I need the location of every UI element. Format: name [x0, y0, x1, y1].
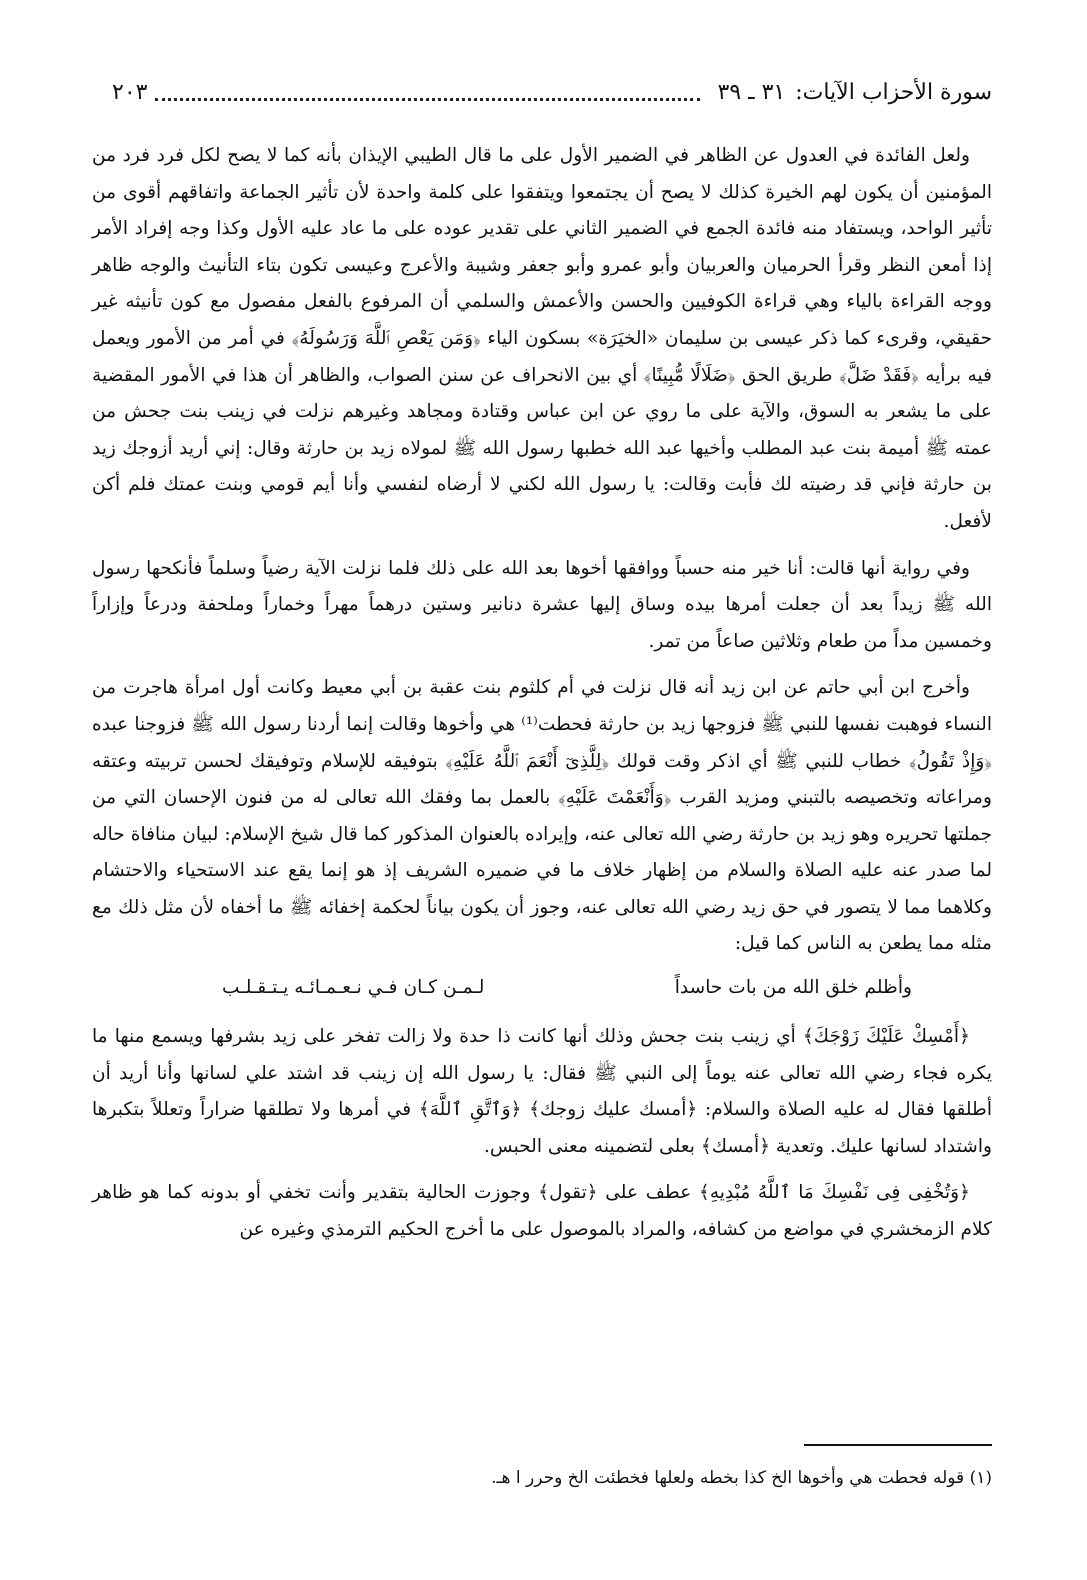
leader-dots — [155, 84, 699, 101]
footnote: (١) قوله فحطت هي وأخوها الخ كذا بخطه ولعلها فخطئت الخ وحرر ا هـ. — [491, 1468, 992, 1488]
running-header — [112, 76, 992, 108]
paragraph: وأخرج ابن أبي حاتم عن ابن زيد أنه قال نزلت في أم كلثوم بنت عقبة بن أبي معيط وكانت أول امرأة هاجرت من النساء فوهبت نفسها للنبي ﷺ فزوجها زيد بن حارثة فحطت⁽¹⁾ هي وأخوها وقالت إنما أردنا رسول الله ﷺ فزوجنا عبده ﴿وَإِذْ تَقُولُ﴾ خطاب للنبي ﷺ أي اذكر وقت قولك ﴿لِلَّذِىٓ أَنْعَمَ ٱللَّهُ عَلَيْهِ﴾ بتوفيقه للإسلام وتوفيقك لحسن تربيته وعتقه ومراعاته وتخصيصه بالتبني ومزيد القرب ﴿وَأَنْعَمْتَ عَلَيْهِ﴾ بالعمل بما وفقك الله تعالى له من فنون الإحسان التي من جملتها تحريره وهو زيد بن حارثة رضي الله تعالى عنه، وإيراده بالعنوان المذكور كما قال شيخ الإسلام: لبيان منافاة حاله لما صدر عنه عليه الصلاة والسلام من إظهار خلاف ما في ضميره الشريف إذ هو إنما يقع عند الاستحياء والاحتشام وكلاهما مما لا يتصور في حق زيد رضي الله تعالى عنه، وجوز أن يكون بياناً لحكمة إخفائه ﷺ ما أخفاه لأن مثل ذلك مع مثله مما يطعن به الناس كما قيل: — [92, 677, 992, 955]
paragraph: ﴿أَمْسِكْ عَلَيْكَ زَوْجَكَ﴾ أي زينب بنت جحش وذلك أنها كانت ذا حدة ولا زالت تفخر على زيد بشرفها ويسمع منها ما يكره فجاء رضي الله تعالى عنه يوماً إلى النبي ﷺ فقال: يا رسول الله إن زينب قد اشتد علي لسانها وأنا أريد أن أطلقها فقال له عليه الصلاة والسلام: ﴿أمسك عليك زوجك﴾ ﴿وَٱتَّقِ ٱللَّهَ﴾ في أمرها ولا تطلقها ضراراً وتعللاً بتكبرها واشتداد لسانها عليك. وتعدية ﴿أمسك﴾ بعلى لتضمينه معنى الحبس. — [92, 1026, 992, 1157]
verse-range: ٣١ ـ ٣٩ — [717, 79, 786, 105]
paragraph: وفي رواية أنها قالت: أنا خير منه حسباً ووافقها أخوها بعد الله على ذلك فلما نزلت الآية رضياً وسلماً فأنكحها رسول الله ﷺ زيداً بعد أن جعلت أمرها بيده وساق إليها عشرة دنانير وستين درهماً مهراً وخماراً وملحفة ودرعاً وإزاراً وخمسين مداً من طعام وثلاثين صاعاً من تمر. — [92, 557, 992, 652]
surah-title — [708, 80, 992, 105]
main-text — [92, 138, 992, 1259]
paragraph: ﴿وَتُخْفِى فِى نَفْسِكَ مَا ٱللَّهُ مُبْدِيهِ﴾ عطف على ﴿تقول﴾ وجوزت الحالية بتقدير وأنت تخفي أو بدونه كما هو ظاهر كلام الزمخشري في مواضع من كشافه، والمراد بالموصول على ما أخرج الحكيم الترمذي وغيره عن — [92, 1182, 992, 1241]
surah-name: سورة الأحزاب الآيات: — [795, 79, 992, 105]
footnote-divider — [804, 1444, 992, 1446]
paragraph: ولعل الفائدة في العدول عن الظاهر في الضمير الأول على ما قال الطيبي الإيذان بأنه كما لا يصح لكل فرد فرد من المؤمنين أن يكون لهم الخيرة كذلك لا يصح أن يجتمعوا ويتفقوا على كلمة واحدة لأن تأثير الجماعة واتفاقهم أقوى من تأثير الواحد، ويستفاد منه فائدة الجمع في الضمير الثاني على تقدير عوده على ما عاد عليه الأول وكذا وجه إفراد الأمر إذا أمعن النظر وقرأ الحرميان والعربيان وأبو عمرو وأبو جعفر وشيبة والأعرج وعيسى تكون بتاء التأنيث والوجه ظاهر ووجه القراءة بالياء وهي قراءة الكوفيين والحسن والأعمش والسلمي أن المرفوع بالفعل مفصول مع كون تأنيثه غير حقيقي، وقرىء كما ذكر عيسى بن سليمان «الخيَرَة» بسكون الياء ﴿وَمَن يَعْصِ ٱللَّهَ وَرَسُولَهُ﴾ في أمر من الأمور ويعمل فيه برأيه ﴿فَقَدْ ضَلَّ﴾ طريق الحق ﴿ضَلَالًا مُّبِينًا﴾ أي بين الانحراف عن سنن الصواب، والظاهر أن هذا في الأمور المقضية على ما يشعر به السوق، والآية على ما روي عن ابن عباس وقتادة ومجاهد وغيرهم نزلت في زينب بنت جحش من عمته ﷺ أميمة بنت عبد المطلب وأخيها عبد الله خطبها رسول الله ﷺ لمولاه زيد بن حارثة وقال: إني أريد أزوجك زيد بن حارثة فإني قد رضيته لك فأبت وقالت: يا رسول الله لكني لا أرضاه لنفسي وأنا أيم قومي وبنت عمتك فلم أكن لأفعل. — [92, 145, 992, 532]
poetry-verse — [92, 973, 992, 1003]
verse-second-hemistich: لـمـن كـان فـي نـعـمـائـه يـتـقـلـب — [222, 977, 485, 999]
page-number: ٢٠٣ — [112, 79, 148, 105]
verse-first-hemistich: وأظلم خلق الله من بات حاسداً — [674, 977, 912, 999]
